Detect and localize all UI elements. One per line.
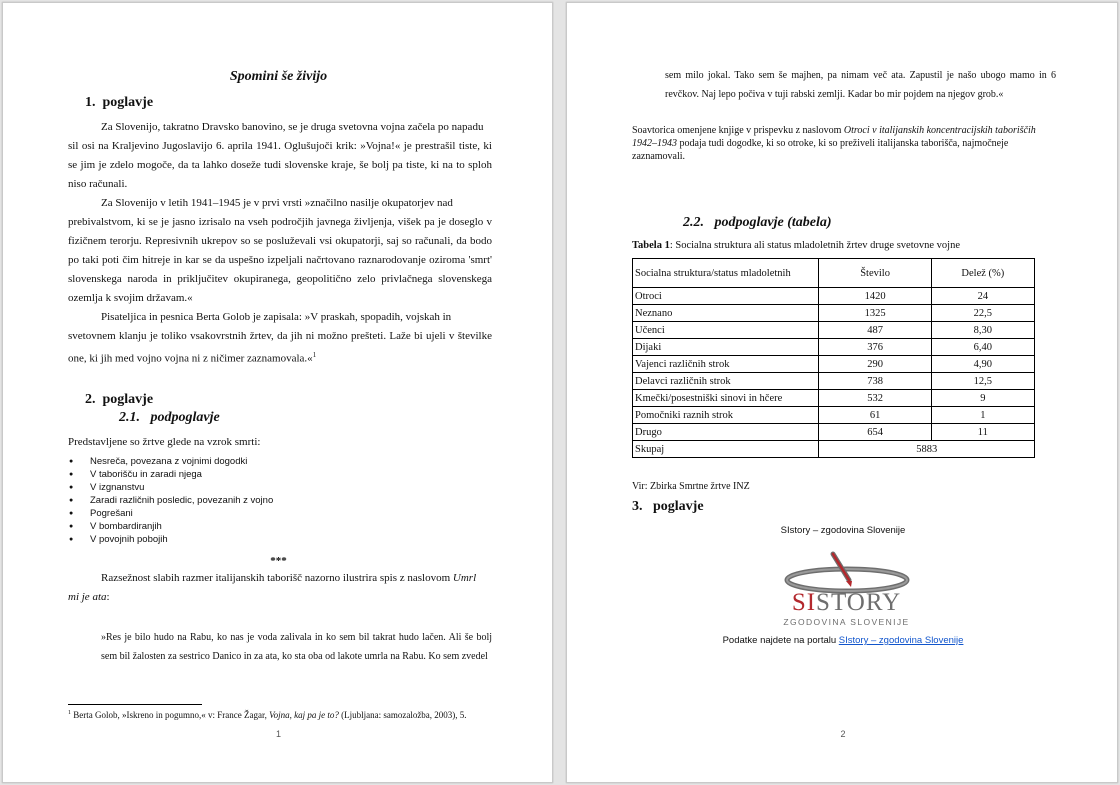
sistory-logo[interactable] xyxy=(779,550,914,630)
social-structure-table xyxy=(632,258,1035,458)
paragraph-2: Za Slovenijo v letih 1941–1945 je v prvi vrsti »značilno nasilje okupatorjev nad prebivalstvom, ki se je jasno izrisalo na vseh področjih javnega življenja, višek pa je doseglo v fizičnem terorju. Represivnih ukrepov so se posluževali vsi okupatorji, saj so računali, da bodo po taki poti čim hitreje in kar se da uspešno izpeljali načrtovano raznarodovanje oziroma 'smrt' slovenskega naroda in priključitev okupiranega, geopolitično zelo privlačnega slovenskega ozemlja k svojim državam.« xyxy=(68,197,492,304)
list-item: ● Zaradi različnih posledic, povezanih z vojno xyxy=(68,494,273,507)
paragraph-1: Za Slovenijo, takratno Dravsko banovino, se je druga svetovna vojna začela po napadu sil osi na Kraljevino Jugoslavijo 6. aprila 1941. Oglušujoči krik: »Vojna!« je prestrašil tiste, ki se jim je zdelo mogoče, da ta lahko doseže tudi slovenske kraje, še bolj pa tiste, ki na to sploh niso računali. xyxy=(68,121,492,190)
cause-of-death-list xyxy=(68,455,273,546)
table-header-row: Socialna struktura/status mladoletnih Število Delež (%) xyxy=(633,259,1035,288)
heading-section-2-1: 2.1. podpoglavje xyxy=(119,410,220,425)
page-number: 2 xyxy=(840,729,846,739)
paragraph-4: Razsežnost slabih razmer italijanskih taborišč nazorno ilustrira spis z naslovom Umrl mi je ata: xyxy=(68,572,477,603)
footnote-separator xyxy=(68,704,202,705)
table-total-row: Skupaj 5883 xyxy=(633,441,1035,458)
paragraph-3: Pisateljica in pesnica Berta Golob je zapisala: »V praskah, spopadih, vojskah in svetovnem klanju je toliko vsakovrstnih žrtev, da jih ni možno prešteti. Laže bi ujeli v številke one, ki jih med vojno vojna ni z ničimer zaznamovala.«$^1$ xyxy=(68,311,492,365)
footnote-mark[interactable]: 1 xyxy=(312,351,317,359)
paragraph-5: Soavtorica omenjene knjige v prispevku z naslovom Otroci v italijanskih koncentracijskih taboriščih 1942–1943 podaja tudi dogodke, ki so otroke, ki so preživeli italijanska taborišča, najmočneje zaznamovali. xyxy=(632,125,1036,162)
table-source: Vir: Zbirka Smrtne žrtve INZ xyxy=(632,481,750,492)
list-item: ● Pogrešani xyxy=(68,507,273,520)
quote-continuation: sem milo jokal. Tako sem še majhen, pa nimam več ata. Zapustil je našo ubogo mamo in 6 revčkov. Naj lepo počiva v tuji rabski zemlji. Kadar bo mir pojdem na njegov grob.« xyxy=(665,70,1056,100)
table-row: Delavci različnih strok 738 12,5 xyxy=(633,373,1035,390)
page-2 xyxy=(566,2,1118,783)
page-number: 1 xyxy=(275,729,281,739)
heading-chapter-3: 3. poglavje xyxy=(632,499,704,514)
logo-subtitle: ZGODOVINA SLOVENIJE xyxy=(783,617,910,627)
heading-section-2-2: 2.2. podpoglavje (tabela) xyxy=(683,215,832,230)
table-row: Kmečki/posestniški sinovi in hčere 532 9 xyxy=(633,390,1035,407)
heading-chapter-1: 1. poglavje xyxy=(85,95,154,110)
page-1 xyxy=(2,2,553,783)
list-intro: Predstavljene so žrtve glede na vzrok smrti: xyxy=(68,436,261,448)
list-item: ● V bombardiranjih xyxy=(68,520,273,533)
list-item: ● Nesreča, povezana z vojnimi dogodki xyxy=(68,455,273,468)
table-row: Otroci 1420 24 xyxy=(633,288,1035,305)
logo-caption: SIstory – zgodovina Slovenije xyxy=(780,525,906,536)
document-title: Spomini še živijo xyxy=(229,69,328,84)
table-row: Neznano 1325 22,5 xyxy=(633,305,1035,322)
table-row: Dijaki 376 6,40 xyxy=(633,339,1035,356)
table-caption: Tabela 1: Socialna struktura ali status mladoletnih žrtev druge svetovne vojne xyxy=(632,240,960,251)
heading-chapter-2: 2. poglavje xyxy=(85,392,154,407)
table-row: Pomočniki raznih strok 61 1 xyxy=(633,407,1035,424)
list-item: ● V povojnih pobojih xyxy=(68,533,273,546)
portal-link[interactable]: SIstory – zgodovina Slovenije xyxy=(838,635,964,646)
portal-line: Podatke najdete na portalu SIstory – zgodovina Slovenije xyxy=(722,635,964,646)
logo-wordmark: SISTORY xyxy=(791,589,902,616)
list-item: ● V izgnanstvu xyxy=(68,481,273,494)
section-separator: *** xyxy=(270,555,287,567)
footnote: $^1$ Berta Golob, »Iskreno in pogumno,« v: France Žagar, Vojna, kaj pa je to? (Ljubljana: samozaložba, 2003), 5. xyxy=(68,710,467,720)
quote-block: »Res je bilo hudo na Rabu, ko nas je voda zalivala in ko sem bil takrat hudo lačen. Ali še bolj sem bil žalosten za sestrico Danico in za ata, ko sta oba od lakote umrla na Rabu. Ko sem zvedel xyxy=(101,632,492,662)
table-row: Učenci 487 8,30 xyxy=(633,322,1035,339)
table-row: Vajenci različnih strok 290 4,90 xyxy=(633,356,1035,373)
table-row: Drugo 654 11 xyxy=(633,424,1035,441)
list-item: ● V taborišču in zaradi njega xyxy=(68,468,273,481)
